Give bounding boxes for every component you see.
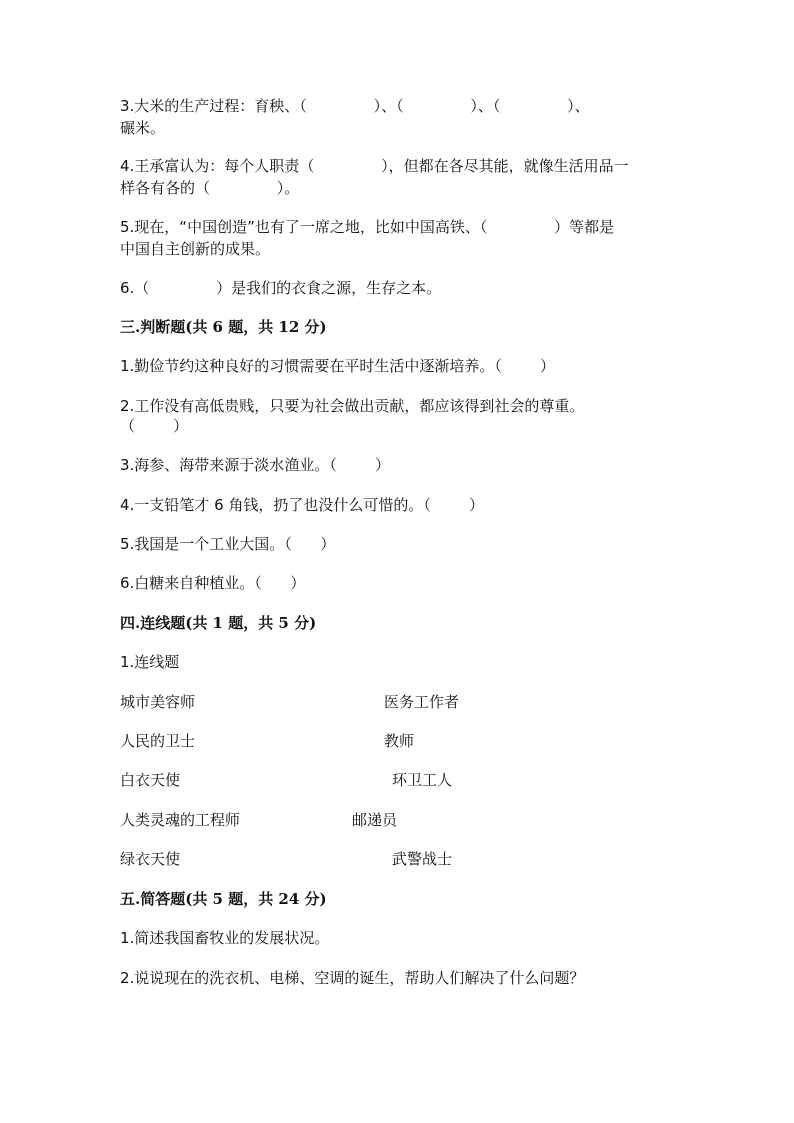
match-left-item: 人类灵魂的工程师 [120,811,241,829]
judge-q4: 4.一支铅笔才 6 角钱，扔了也没什么可惜的。（ ） [120,496,485,514]
judge-section-heading: 三.判断题(共 6 题，共 12 分) [120,318,327,336]
judge-q5: 5.我国是一个工业大国。（ ） [120,535,336,553]
match-right-item: 武警战士 [392,850,453,868]
judge-q2-line1: 2.工作没有高低贵贱，只要为社会做出贡献，都应该得到社会的尊重。 [120,397,585,415]
fill-q5-line1: 5.现在，“中国创造”也有了一席之地，比如中国高铁、（ ）等都是 [120,218,615,236]
fill-q6: 6.（ ）是我们的衣食之源，生存之本。 [120,279,442,297]
match-right-item: 医务工作者 [384,693,460,711]
judge-q2-line2: （ ） [120,417,189,435]
match-left-item: 城市美容师 [120,693,196,711]
short-answer-q1: 1.简述我国畜牧业的发展状况。 [120,929,330,947]
match-title: 1.连线题 [120,653,180,671]
judge-q3: 3.海参、海带来源于淡水渔业。（ ） [120,456,390,474]
short-answer-q2: 2.说说现在的洗衣机、电梯、空调的诞生，帮助人们解决了什么问题？ [120,969,585,987]
match-right-item: 环卫工人 [392,771,453,789]
fill-q3-line2: 碾米。 [120,119,166,137]
judge-q1: 1.勤俭节约这种良好的习惯需要在平时生活中逐渐培养。（ ） [120,357,555,375]
match-left-item: 白衣天使 [120,771,181,789]
match-left-item: 绿衣天使 [120,850,181,868]
fill-q3-line1: 3.大米的生产过程：育秧、（ ）、（ ）、（ ）、 [120,97,590,115]
fill-q4-line2: 样各有各的（ ）。 [120,179,300,197]
fill-q4-line1: 4.王承富认为：每个人职责（ ），但都在各尽其能，就像生活用品一 [120,157,629,175]
match-section-heading: 四.连线题(共 1 题，共 5 分) [120,614,317,632]
judge-q6: 6.白糖来自种植业。（ ） [120,574,306,592]
match-right-item: 邮递员 [352,811,398,829]
match-left-item: 人民的卫士 [120,732,196,750]
match-right-item: 教师 [384,732,415,750]
fill-q5-line2: 中国自主创新的成果。 [120,240,271,258]
short-answer-section-heading: 五.简答题(共 5 题，共 24 分) [120,890,327,908]
